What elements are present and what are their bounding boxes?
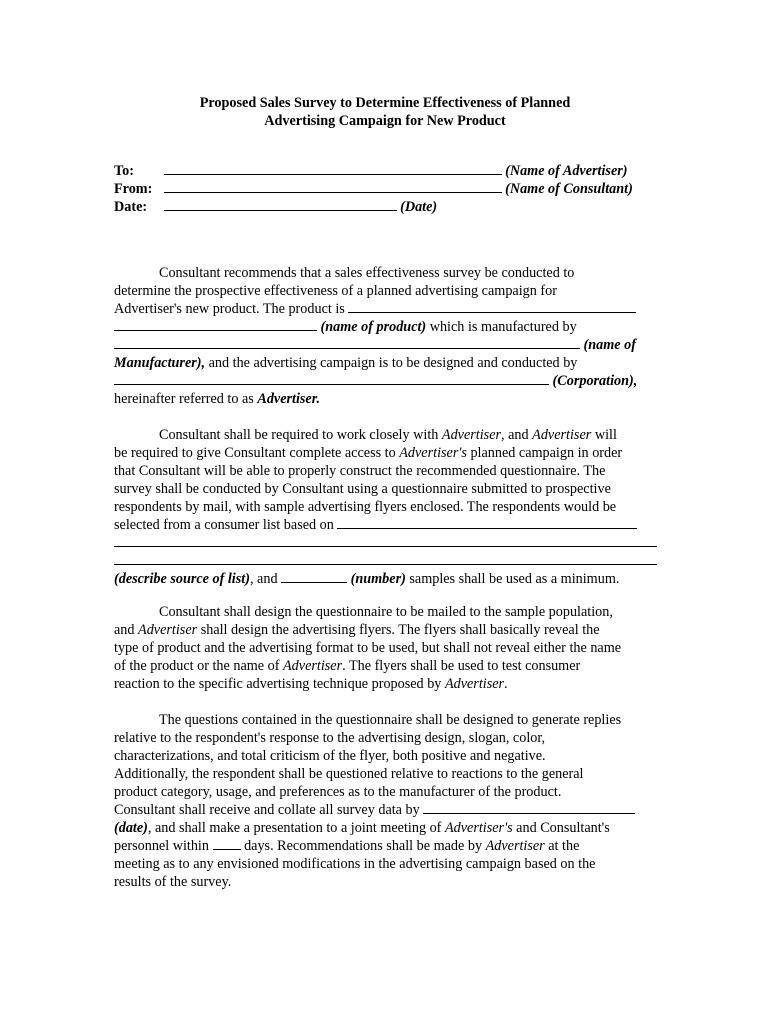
p4-l7a: , and shall make a presentation to a joint meeting of [147,820,442,836]
p1-line-1: Consultant recommends that a sales effectiveness survey be conducted to [159,265,575,281]
p3-l5a: reaction to the specific advertising technique proposed by [114,676,442,692]
p3-line-2 [114,621,659,639]
p1-line-4 [114,318,659,336]
p4-l7c: and Consultant's [516,820,610,836]
consumer-list-blank-3[interactable] [114,552,657,565]
p2-line-8 [114,552,659,570]
p2-line-6 [114,516,659,534]
p3-l5c: . [504,676,508,692]
p3-l4c: . The flyers shall be used to test consumer [342,658,581,674]
p2-l9b: samples shall be used as a minimum. [409,571,620,587]
p3-l2a: and [114,622,135,638]
p2-l1d: Advertiser [532,427,592,443]
date-blank[interactable] [164,198,397,211]
p4-line-3: characterizations, and total criticism of the flyer, both positive and negative. [114,748,546,764]
from-blank[interactable] [164,180,502,193]
p3-line-4 [114,657,659,675]
p2-l2c: planned campaign in order [470,445,623,461]
from-label: From: [114,181,153,197]
p2-l1b: Advertiser [441,427,502,443]
to-line [114,162,628,180]
p4-line-1: The questions contained in the questionnaire shall be designed to generate replies [159,712,622,728]
manufacturer-blank[interactable] [114,336,580,349]
p4-line-2: relative to the respondent's response to the advertising design, slogan, color, [114,730,546,746]
p1-line-6 [114,354,659,372]
p3-l2b: Advertiser [138,622,198,638]
to-blank[interactable] [164,162,502,175]
p4-l8b: days. Recommendations shall be made by [244,838,483,854]
p4-line-9: meeting as to any envisioned modifications in the advertising campaign based on the [114,856,596,872]
to-label: To: [114,163,134,179]
consumer-list-blank-2[interactable] [114,534,657,547]
paragraph-2 [114,426,659,588]
p4-line-7 [114,819,659,837]
paragraph-1 [114,264,659,408]
p1-line-2: determine the prospective effectiveness of a planned advertising campaign for [114,283,557,299]
number-hint: (number) [350,571,406,587]
p4-l8c: Advertiser [485,838,545,854]
days-blank[interactable] [213,837,241,850]
product-blank-1[interactable] [348,300,636,313]
p4-l7b: Advertiser's [444,820,513,836]
p2-l2b: Advertiser's [399,445,467,461]
document-title-line-1: Proposed Sales Survey to Determine Effectiveness of Planned [199,95,571,111]
p2-line-3: that Consultant will be able to properly construct the recommended questionnaire. The [114,463,606,479]
number-blank[interactable] [281,570,347,583]
product-hint: (name of product) [320,319,427,335]
p1-line-4-text: which is manufactured by [429,319,577,335]
p2-line-1 [114,426,659,444]
p1-line-8-text: hereinafter referred to as [114,391,254,407]
p1-line-5 [114,336,659,354]
from-hint: (Name of Consultant) [505,181,633,197]
p2-line-2 [114,444,659,462]
manufacturer-hint-2: Manufacturer), [114,355,206,371]
p2-l6: selected from a consumer list based on [114,517,334,533]
p4-line-4: Additionally, the respondent shall be questioned relative to reactions to the general [114,766,584,782]
list-source-hint: (describe source of list) [114,571,250,587]
p1-line-3-text: Advertiser's new product. The product is [114,301,345,317]
corporation-hint: (Corporation), [552,373,638,389]
p4-line-5: product category, usage, and preferences as to the manufacturer of the product. [114,784,562,800]
p2-line-5: respondents by mail, with sample advertising flyers enclosed. The respondents would be [114,499,617,515]
date-hint-inline: (date) [114,820,148,836]
advertiser-term: Advertiser. [257,391,321,407]
p4-l8a: personnel within [114,838,209,854]
p3-line-1: Consultant shall design the questionnaire to be mailed to the sample population, [159,604,613,620]
corporation-blank[interactable] [114,372,549,385]
p2-l1c: , and [501,427,529,443]
date-hint: (Date) [400,199,438,215]
to-hint: (Name of Advertiser) [505,163,628,179]
p3-line-5 [114,675,659,693]
p2-line-9 [114,570,659,588]
p3-line-3: type of product and the advertising format to be used, but shall not reveal either the name [114,640,622,656]
p4-l8d: at the [548,838,580,854]
p1-line-3 [114,300,659,318]
p2-line-4: survey shall be conducted by Consultant using a questionnaire submitted to prospective [114,481,611,497]
p2-l2a: be required to give Consultant complete access to [114,445,396,461]
p4-line-8 [114,837,659,855]
p4-line-10: results of the survey. [114,874,232,890]
date-line [114,198,437,216]
paragraph-4 [114,711,659,891]
p3-l4b: Advertiser [283,658,343,674]
p2-l9a: , and [249,571,278,587]
p2-l1e: will [594,427,617,443]
p1-line-7 [114,372,659,390]
p4-line-6 [114,801,659,819]
p3-l5b: Advertiser [444,676,505,692]
product-blank-2[interactable] [114,318,317,331]
document-title-line-2: Advertising Campaign for New Product [264,113,506,129]
consumer-list-blank-1[interactable] [337,516,637,529]
p4-l6: Consultant shall receive and collate all survey data by [114,802,420,818]
p2-line-7 [114,534,659,552]
date-label: Date: [114,199,148,215]
p3-l4a: of the product or the name of [114,658,280,674]
p1-line-8 [114,390,659,408]
survey-date-blank[interactable] [423,801,635,814]
paragraph-3 [114,603,659,693]
p1-line-6-text: and the advertising campaign is to be designed and conducted by [208,355,578,371]
manufacturer-hint-1: (name of [583,337,636,353]
p3-l2c: shall design the advertising flyers. The flyers shall basically reveal the [200,622,600,638]
p2-l1a: Consultant shall be required to work closely with [159,427,439,443]
from-line [114,180,633,198]
